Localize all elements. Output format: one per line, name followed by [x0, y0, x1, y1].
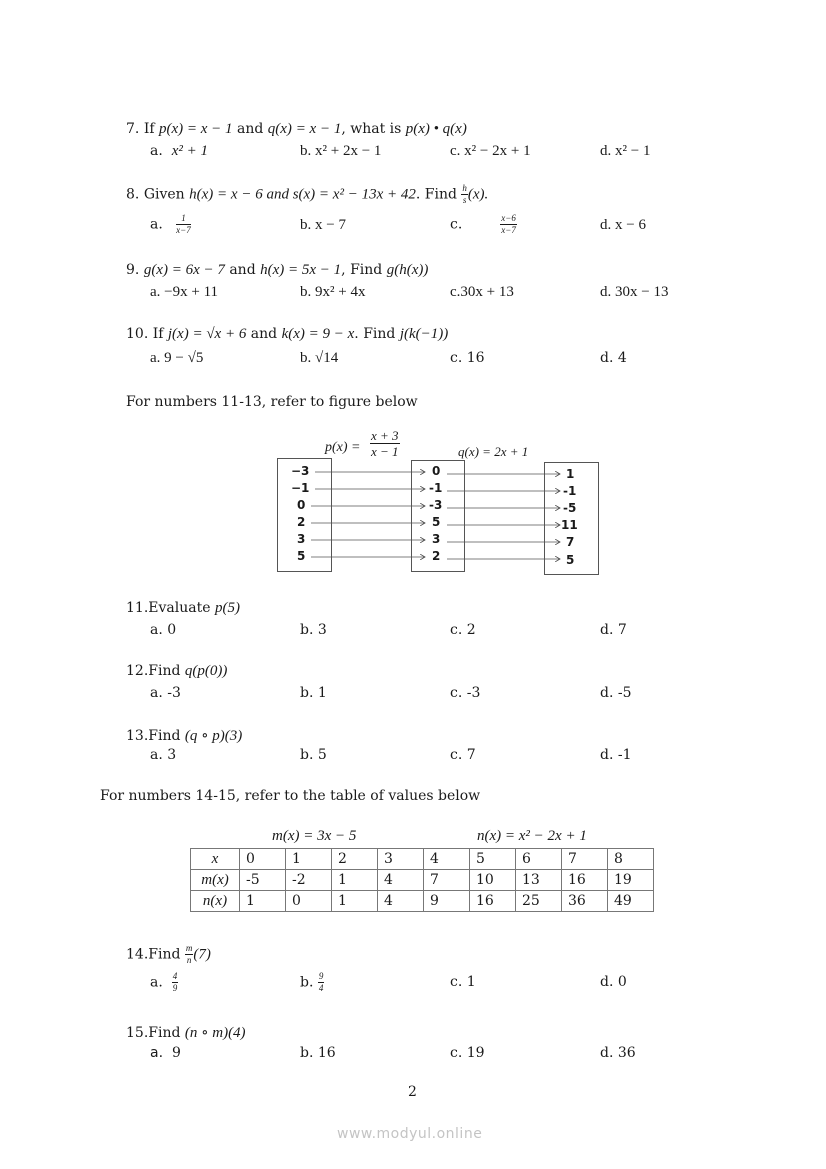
choice-d: d. 30x − 13 [600, 284, 669, 300]
choice-a: a. x² + 1 [150, 143, 208, 159]
choice-a: a. 9 − √5 [150, 350, 204, 366]
choice-d: d. 0 [600, 974, 627, 990]
question-9: 9. g(x) = 6x − 7 and h(x) = 5x − 1, Find g(h(x)) [126, 262, 429, 278]
choice-a: a. 0 [150, 622, 177, 638]
domain-value: 3 [297, 532, 306, 546]
choice-c: c. 16 [450, 350, 485, 366]
choice-c: c. 7 [450, 747, 476, 763]
page-number: 2 [408, 1084, 417, 1100]
domain-value: 0 [297, 498, 306, 512]
intro-14-15: For numbers 14-15, refer to the table of values below [100, 788, 481, 804]
choice-c: c. -3 [450, 685, 481, 701]
p-formula-fraction: $\frac{x + 3}{x - 1}$ [371, 428, 399, 459]
choice-b: b. 16 [300, 1045, 336, 1061]
values-table [190, 848, 654, 912]
choice-a: a. $\frac{4}{9}$ [150, 971, 178, 993]
choice-a: a. −9x + 11 [150, 284, 219, 300]
choice-b: b. 5 [300, 747, 327, 763]
choice-a: a. 3 [150, 747, 177, 763]
choice-d: d. -5 [600, 685, 632, 701]
choice-c: c. $\frac{x-6}{x-7}$ [450, 213, 516, 235]
choice-d: d. x − 6 [600, 217, 646, 233]
choice-c: c.30x + 13 [450, 284, 514, 300]
choice-b: b. $\frac{9}{4}$ [300, 971, 324, 993]
n-function-title: n(x) = x² − 2x + 1 [477, 828, 587, 844]
middle-value: -1 [429, 481, 443, 495]
m-function-title: m(x) = 3x − 5 [272, 828, 357, 844]
question-7: 7. If p(x) = x − 1 and q(x) = x − 1, what is p(x) • q(x) [126, 121, 467, 137]
choice-c: c. 2 [450, 622, 476, 638]
table-row: n(x) 1 0 1 4 9 16 25 36 49 [191, 891, 654, 912]
middle-value: 0 [432, 464, 441, 478]
range-value: 1 [566, 467, 575, 481]
choice-a: a. $\frac{1}{x-7}$ [150, 213, 191, 235]
middle-value: -3 [429, 498, 443, 512]
choice-b: b. x² + 2x − 1 [300, 143, 382, 159]
q-formula-label: q(x) = 2x + 1 [458, 444, 529, 459]
choice-b: b. √14 [300, 350, 339, 366]
question-number: 7. [126, 121, 140, 137]
question-12: 12.Find q(p(0)) [126, 663, 228, 679]
question-11: 11.Evaluate p(5) [126, 600, 240, 616]
table-row: x 0 1 2 3 4 5 6 7 8 [191, 849, 654, 870]
domain-value: 5 [297, 549, 306, 563]
domain-value: −1 [291, 481, 310, 495]
footer-url: www.modyul.online [337, 1126, 483, 1142]
choice-d: d. 4 [600, 350, 627, 366]
choice-d: d. 7 [600, 622, 627, 638]
choice-a: a. 9 [150, 1045, 181, 1061]
fraction-m-over-n: $\frac{m}{n}$ [185, 943, 193, 965]
domain-value: 2 [297, 515, 306, 529]
fraction-h-over-s: $\frac{h}{s}$ [462, 183, 467, 205]
choice-b: b. x − 7 [300, 217, 346, 233]
choice-d: d. x² − 1 [600, 143, 651, 159]
question-8: 8. Given h(x) = x − 6 and s(x) = x² − 13x + 42. Find $\frac{h}{s}$ (x). [126, 183, 489, 205]
intro-11-13: For numbers 11-13, refer to figure below [126, 394, 418, 410]
choice-d: d. 36 [600, 1045, 636, 1061]
range-value: 7 [566, 535, 575, 549]
choice-b: b. 3 [300, 622, 327, 638]
choice-c: c. x² − 2x + 1 [450, 143, 531, 159]
range-value: 11 [561, 518, 578, 532]
range-value: 5 [566, 553, 575, 567]
choice-d: d. -1 [600, 747, 632, 763]
table-row: m(x) -5 -2 1 4 7 10 13 16 19 [191, 870, 654, 891]
choice-b: b. 9x² + 4x [300, 284, 366, 300]
middle-value: 3 [432, 532, 441, 546]
range-value: -1 [563, 484, 577, 498]
choice-b: b. 1 [300, 685, 327, 701]
range-value: -5 [563, 501, 577, 515]
choice-a: a. -3 [150, 685, 181, 701]
choice-c: c. 19 [450, 1045, 485, 1061]
question-13: 13.Find (q ∘ p)(3) [126, 728, 243, 744]
p-formula-label: p(x) = [325, 440, 361, 455]
question-15: 15.Find (n ∘ m)(4) [126, 1025, 246, 1041]
choice-c: c. 1 [450, 974, 476, 990]
question-10: 10. If j(x) = √x + 6 and k(x) = 9 − x. Find j(k(−1)) [126, 326, 449, 342]
question-14: 14.Find $\frac{m}{n}$ (7) [126, 943, 211, 965]
middle-value: 2 [432, 549, 441, 563]
middle-value: 5 [432, 515, 441, 529]
domain-value: −3 [291, 464, 310, 478]
